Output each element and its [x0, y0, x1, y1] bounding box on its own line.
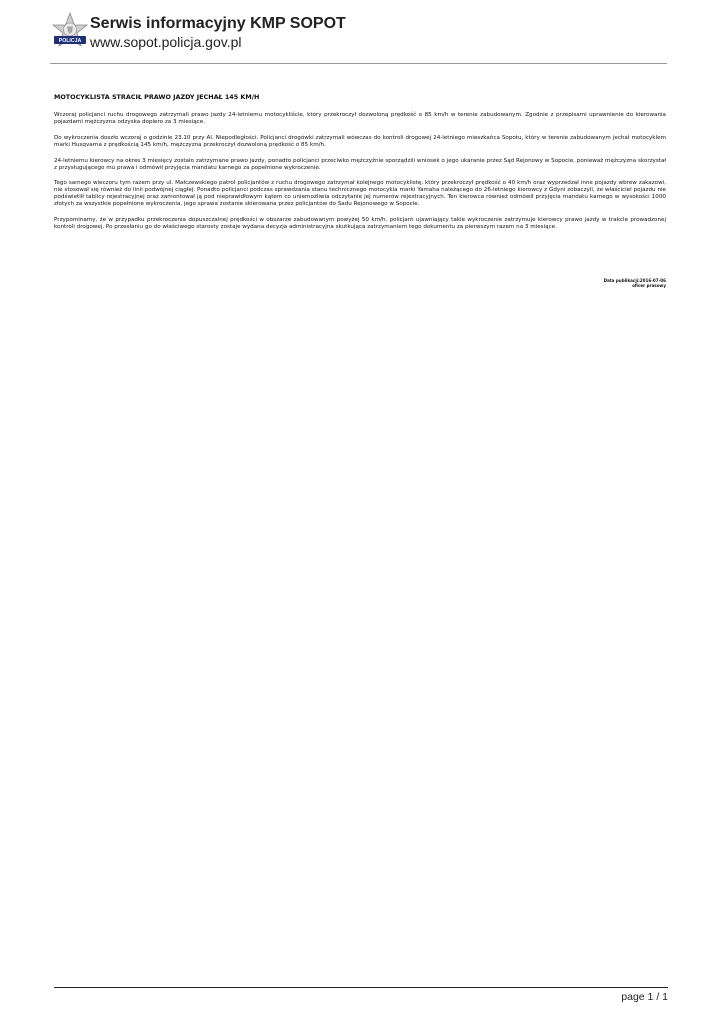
article-paragraph-1: Wczoraj policjanci ruchu drogowego zatrzymali prawo jazdy 24-letniemu motocykliście, który przekroczył dozwoloną prędkość o 85 km/h w terenie zabudowanym. Zgodnie z przepisami uprawnienie do kierowania pojazdami mężczyzna odzyska dopiero za 3 miesiące. — [54, 112, 666, 125]
article-paragraph-3: 24-letniemu kierowcy na okres 3 miesięcy zostało zatrzymane prawo jazdy, ponadto policjanci przeciwko mężczyźnie sporządzili wniosek o jego ukaranie przez Sąd Rejonowy w Sopocie, ponieważ mężczyzna skorzystał z przysługującego mu prawa i odmówił przyjęcia mandatu karnego za popełnione wykroczenie. — [54, 157, 666, 171]
logo-text: POLICJA — [58, 38, 82, 44]
footer-divider — [54, 987, 668, 988]
article-author: oficer prasowy — [632, 283, 666, 288]
article — [54, 93, 666, 240]
article-title: MOTOCYKLISTA STRACIŁ PRAWO JAZDY JECHAŁ 145 KM/H — [54, 93, 260, 101]
page-header — [50, 12, 680, 60]
publication-meta — [604, 278, 666, 288]
article-paragraph-2: Do wykroczenia doszło wczoraj o godzinie 23.10 przy Al. Niepodległości. Policjanci drogówki zatrzymali wówczas do kontroli drogowej 24-letniego mieszkańca Sopotu, który w terenie zabudowanym jechał motocyklem marki Husqvarna z prędkością 145 km/h, mężczyzna przekroczył dozwoloną prędkość o 85 km/h. — [54, 134, 666, 148]
publication-date: Data publikacji:2016-07-06 — [603, 278, 666, 283]
article-paragraph-4: Tego samego wieczoru tym razem przy ul. Małczewskiego patrol policjantów z ruchu drogowego zatrzymał kolejnego motocyklistę, który przekroczył prędkość o 40 km/h oraz wyprzedzał inne pojazdy wbrew zakazowi, nie stosował się również do linii podwójnej ciągłej. Ponadto policjanci podczas sprawdzania stanu technicznego motocykla marki Yamaha należącego do 26-letniego kierowcy z Gdyni zobaczyli, że właściciel pojazdu nie podświetlił tablicy rejestracyjnej oraz zamontował ją pod nieprawidłowym kątem co uniemożliwia odczytanie jej numerów rejestracyjnych. Ten kierowca również odmówił przyjęcia mandatu karnego w wysokości 1000 złotych za wszystkie popełnione wykroczenia, jego sprawa zostanie skierowana przez policjantów do Sadu Rejonowego w Sopocie. — [54, 180, 666, 208]
site-title: Serwis informacyjny KMP SOPOT — [90, 15, 346, 32]
header-divider — [50, 63, 667, 64]
article-paragraph-5: Przypominamy, że w przypadku przekroczenia dopuszczalnej prędkości w obszarze zabudowanym powyżej 50 km/h, policjant ujawniający takie wykroczenie zatrzymuje kierowcy prawo jazdy w trakcie prowadzonej kontroli drogowej. Po przesłaniu go do właściwego starosty zostaje wydana decyzja administracyjna skutkująca zatrzymaniem tego dokumentu za pierwszym razem na 3 miesiące. — [54, 217, 666, 230]
site-url: www.sopot.policja.gov.pl — [90, 34, 242, 50]
police-star-badge-icon — [50, 12, 90, 54]
page-number: page 1 / 1 — [621, 991, 668, 1003]
